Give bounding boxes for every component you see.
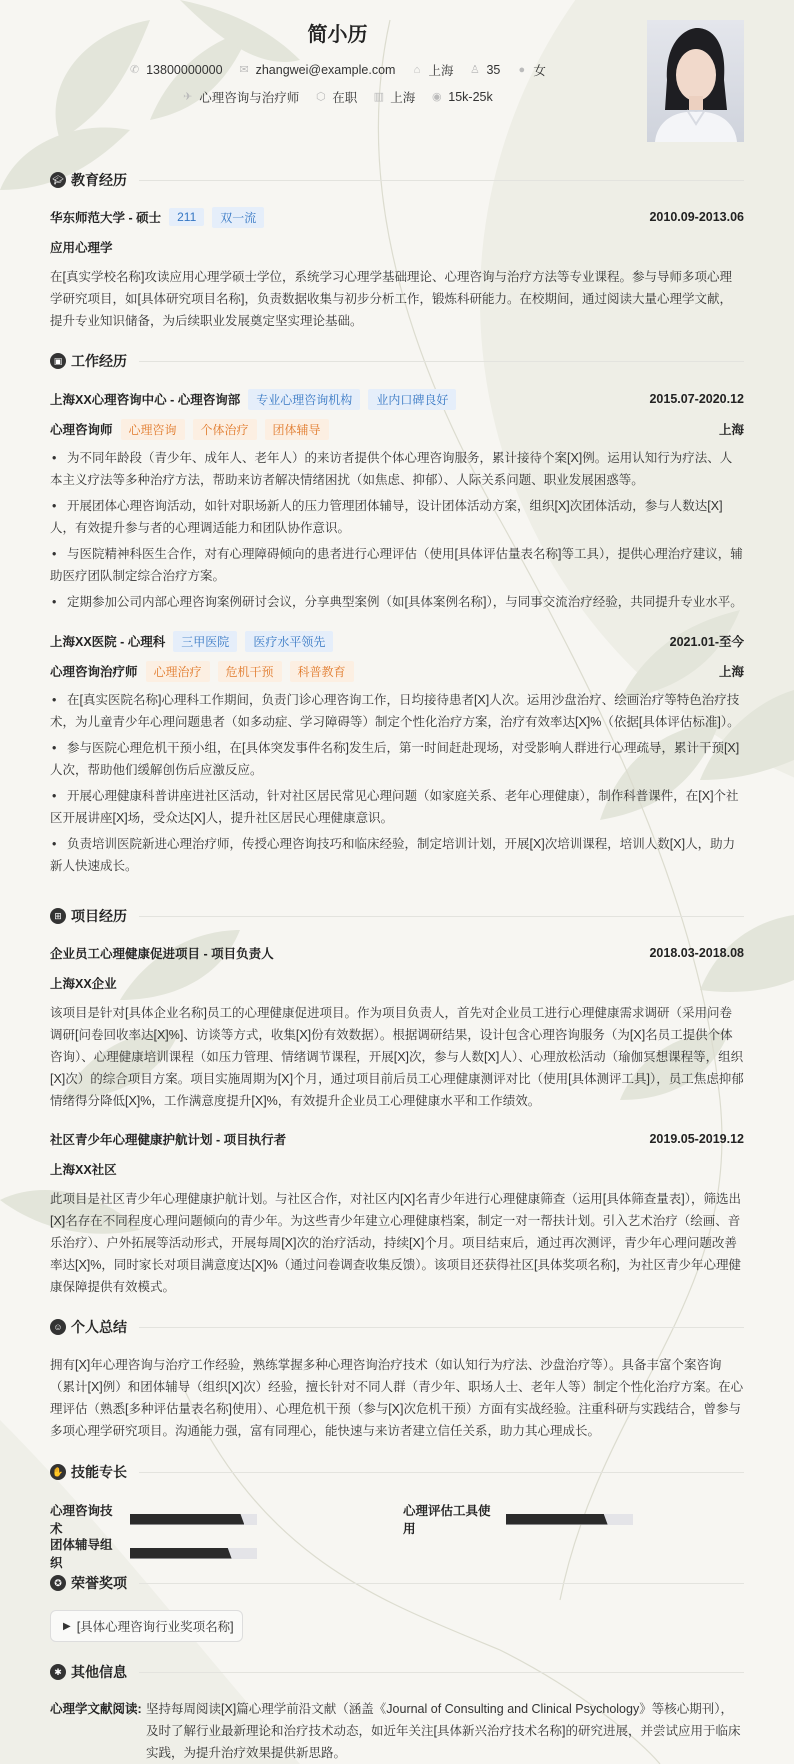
bullet-item: • 在[真实医院名称]心理科工作期间，负责门诊心理咨询工作，日均接待患者[X]人次。运用沙盘治疗、绘画治疗等特色治疗技术，为儿童青少年心理问题患者（如多动症、学习障碍等）制定个性化治疗方案，治疗有效率达[X]%（依据[具体评估标准]）。 (50, 693, 740, 729)
work-role-row (50, 661, 744, 681)
briefcase-icon: ▣ (50, 353, 66, 369)
user-icon: ☺ (50, 1319, 66, 1335)
bullet-item: • 为不同年龄段（青少年、成年人、老年人）的来访者提供个体心理咨询服务，累计接待个案[X]例。运用认知行为疗法、人本主义疗法等多种治疗方法，帮助来访者解决情绪困扰（如焦虑、抑郁）、人际关系问题、职业发展困惑等。 (50, 451, 733, 487)
bullet-item: • 开展心理健康科普讲座进社区活动，针对社区居民常见心理问题（如家庭关系、老年心理健康），制作科普课件，在[X]个社区开展讲座[X]场，受众达[X]人，提升社区居民心理健康意识。 (50, 789, 739, 825)
work-header (50, 631, 744, 651)
bullet-text: 负责培训医院新进心理治疗师，传授心理咨询技巧和临床经验，制定培训计划，开展[X]次培训课程，培训人数[X]人，助力新人快速成长。 (50, 837, 736, 873)
skill-level-fill (130, 1548, 232, 1559)
intent-salary (431, 88, 492, 106)
contact-location (411, 61, 453, 79)
intent-position (182, 88, 299, 106)
major: 应用心理学 (50, 241, 113, 255)
contact-row (50, 61, 625, 79)
status-icon: ⬡ (315, 90, 326, 103)
skill-level-bar (506, 1514, 633, 1525)
role-tag: 科普教育 (290, 661, 354, 682)
project-org-row (50, 973, 744, 993)
education-date: 2010.09-2013.06 (649, 210, 744, 224)
status-text: 在职 (332, 91, 358, 105)
bullet-item: • 负责培训医院新进心理治疗师，传授心理咨询技巧和临床经验，制定培训计划，开展[X]次培训课程，培训人数[X]人，助力新人快速成长。 (50, 837, 736, 873)
bullet-item: • 定期参加公司内部心理咨询案例研讨会议，分享典型案例（如[具体案例名称]），与同事交流治疗经验，共同提升专业水平。 (52, 595, 743, 609)
divider (139, 1472, 744, 1473)
section-awards (50, 1573, 744, 1593)
section-title: 工作经历 (71, 353, 127, 369)
contact-age (469, 61, 500, 79)
bullet-text: 为不同年龄段（青少年、成年人、老年人）的来访者提供个体心理咨询服务，累计接待个案[X]例。运用认知行为疗法、人本主义疗法等多种治疗方法，帮助来访者解决情绪困扰（如焦虑、抑郁）、人际关系问题、职业发展困惑等。 (50, 451, 733, 487)
job-role: 心理咨询师 (50, 423, 113, 437)
gender-icon: ● (518, 63, 526, 76)
city-icon: ▥ (373, 90, 384, 103)
education-header (50, 207, 744, 227)
divider (139, 180, 744, 181)
role-tag: 心理咨询 (121, 419, 185, 440)
skill-level-fill (506, 1514, 608, 1525)
bullet-item: • 参与医院心理危机干预小组，在[具体突发事件名称]发生后，第一时间赶赴现场，对受影响人群进行心理疏导，累计干预[X]人次，帮助他们缓解创伤后应激反应。 (50, 741, 740, 777)
divider (139, 1583, 744, 1584)
bullet-text: 参与医院心理危机干预小组，在[具体突发事件名称]发生后，第一时间赶赴现场，对受影响人群进行心理疏导，累计干预[X]人次，帮助他们缓解创伤后应激反应。 (50, 741, 740, 777)
award-item[interactable] (50, 1610, 243, 1642)
skill-item (50, 1535, 257, 1571)
work-bullets (50, 447, 744, 617)
home-icon: ⌂ (413, 63, 421, 76)
section-education (50, 170, 744, 190)
school-tag: 211 (169, 208, 204, 226)
section-title: 项目经历 (71, 908, 127, 924)
award-name: [具体心理咨询行业奖项名称] (76, 1620, 234, 1634)
project-header (50, 943, 744, 963)
work-city: 上海 (718, 665, 744, 679)
bullet-text: 在[真实医院名称]心理科工作期间，负责门诊心理咨询工作，日均接待患者[X]人次。运用沙盘治疗、绘画治疗等特色治疗技术，为儿童青少年心理问题患者（如多动症、学习障碍等）制定个性化治疗方案，治疗有效率达[X]%（依据[具体评估标准]）。 (50, 693, 740, 729)
candidate-name: 简小历 (307, 24, 368, 46)
company-tag: 三甲医院 (173, 631, 237, 652)
graduation-cap-icon: 🎓︎ (50, 172, 66, 188)
mail-icon: ✉ (239, 63, 249, 76)
work-role-row (50, 419, 744, 439)
section-title: 个人总结 (71, 1319, 127, 1335)
project-title: 社区青少年心理健康护航计划 - 项目执行者 (50, 1133, 287, 1147)
award-icon: ✪ (50, 1575, 66, 1591)
section-projects (50, 906, 744, 926)
project-description: 此项目是社区青少年心理健康护航计划。与社区合作，对社区内[X]名青少年进行心理健康筛查（运用[具体筛查量表]），筛选出[X]名存在不同程度心理问题倾向的青少年。为这些青少年建立心理健康档案，制定一对一帮扶计划。引入艺术治疗（绘画、音乐治疗）、户外拓展等活动形式，开展每周[X]次的治疗活动，持续[X]个月。项目结束后，通过再次测评，青少年心理问题改善率达[X]%，同时家长对项目满意度达[X]%（通过问卷调查收集反馈）。该项目还获得社区[具体奖项名称]，为社区青少年心理健康保障提供有效模式。 (50, 1192, 741, 1294)
company-name: 上海XX心理咨询中心 - 心理咨询部 (50, 393, 241, 407)
role-tag: 团体辅导 (265, 419, 329, 440)
contact-email (239, 61, 396, 79)
project-org-row (50, 1159, 744, 1179)
summary-text: 拥有[X]年心理咨询与治疗工作经验，熟练掌握多种心理咨询治疗技术（如认知行为疗法、沙盘治疗等）。具备丰富个案咨询（累计[X]例）和团体辅导（组织[X]次）经验，擅长针对不同人群（青少年、职场人士、老年人等）制定个性化治疗方案。在心理评估（熟悉[多种评估量表名称]使用）、心理危机干预（参与[X]次危机干预）方面有实战经验。注重科研与实践结合，曾参与多项心理学研究项目。沟通能力强，富有同理心，能快速与来访者建立信任关系，助力其心理成长。 (50, 1358, 744, 1438)
contact-phone (129, 61, 222, 79)
section-title: 技能专长 (71, 1464, 127, 1480)
bullet-text: 开展团体心理咨询活动，如针对职场新人的压力管理团体辅导，设计团体活动方案，组织[X]次团体活动，参与人数达[X]人，有效提升参与者的心理调适能力和团队协作意识。 (50, 499, 723, 535)
skill-item (403, 1501, 633, 1537)
gender-text: 女 (533, 64, 546, 78)
skill-name: 心理咨询技术 (50, 1504, 113, 1536)
phone-icon: ✆ (130, 63, 140, 76)
divider (139, 916, 744, 917)
skill-level-fill (130, 1514, 244, 1525)
intent-city (373, 88, 415, 106)
divider (139, 361, 744, 362)
section-title: 教育经历 (71, 172, 127, 188)
age-text: 35 (486, 63, 501, 77)
section-summary (50, 1317, 744, 1337)
other-info-text: 坚持每周阅读[X]篇心理学前沿文献（涵盖《Journal of Consulting and Clinical Psychology》等核心期刊），及时了解行业最新理论和治疗技术动态，如近年关注[具体新兴治疗技术名称]的研究进展，并尝试应用于临床实践，为提升治疗效果提供新思路。 (146, 1702, 741, 1760)
job-intent-row (50, 88, 625, 106)
education-description: 在[真实学校名称]攻读应用心理学硕士学位，系统学习心理学基础理论、心理咨询与治疗方法等专业课程。参与导师多项心理学研究项目，如[具体研究项目名称]，负责数据收集与初步分析工作，锻炼科研能力。在校期间，通过阅读大量心理学文献，提升专业知识储备，为后续职业发展奠定坚实理论基础。 (50, 270, 732, 328)
salary-text: 15k-25k (448, 90, 493, 104)
avatar-photo (647, 20, 744, 142)
work-bullets (50, 689, 744, 881)
company-tag: 医疗水平领先 (245, 631, 333, 652)
role-tag: 危机干预 (218, 661, 282, 682)
skill-item (50, 1501, 257, 1537)
email-text: zhangwei@example.com (255, 63, 396, 77)
role-tag: 个体治疗 (193, 419, 257, 440)
skill-level-bar (130, 1514, 257, 1525)
section-title: 荣誉奖项 (71, 1575, 127, 1591)
age-icon: ♙ (470, 63, 480, 76)
skills-icon: ✋ (50, 1464, 66, 1480)
grid-icon: ⊞ (50, 908, 66, 924)
section-skills (50, 1462, 744, 1482)
bullet-text: 开展心理健康科普讲座进社区活动，针对社区居民常见心理问题（如家庭关系、老年心理健康），制作科普课件，在[X]个社区开展讲座[X]场，受众达[X]人，提升社区居民心理健康意识。 (50, 789, 739, 825)
school-tag: 双一流 (212, 207, 264, 228)
company-tag: 专业心理咨询机构 (248, 389, 360, 410)
skill-name: 心理评估工具使用 (403, 1504, 491, 1536)
project-title: 企业员工心理健康促进项目 - 项目负责人 (50, 947, 274, 961)
job-role: 心理咨询治疗师 (50, 665, 138, 679)
project-date: 2018.03-2018.08 (649, 946, 744, 960)
work-date: 2015.07-2020.12 (649, 392, 744, 406)
info-icon: ✱ (50, 1664, 66, 1680)
project-org: 上海XX社区 (50, 1163, 117, 1177)
bullet-item: • 开展团体心理咨询活动，如针对职场新人的压力管理团体辅导，设计团体活动方案，组织[X]次团体活动，参与人数达[X]人，有效提升参与者的心理调适能力和团队协作意识。 (50, 499, 723, 535)
work-city: 上海 (718, 423, 744, 437)
location-text: 上海 (428, 64, 454, 78)
contact-gender (516, 61, 546, 79)
other-info-item (50, 1698, 744, 1764)
work-date: 2021.01-至今 (669, 635, 744, 649)
section-title: 其他信息 (71, 1664, 127, 1680)
project-header (50, 1129, 744, 1149)
position-icon: ✈ (183, 90, 193, 103)
project-date: 2019.05-2019.12 (649, 1132, 744, 1146)
skill-name: 团体辅导组织 (50, 1538, 113, 1570)
section-other (50, 1662, 744, 1682)
intent-status (315, 88, 357, 106)
bullet-text: 与医院精神科医生合作，对有心理障碍倾向的患者进行心理评估（使用[具体评估量表名称]等工具），提供心理治疗建议，辅助医疗团队制定综合治疗方案。 (50, 547, 743, 583)
other-info-label: 心理学文献阅读: (50, 1702, 142, 1716)
skill-level-bar (130, 1548, 257, 1559)
project-description: 该项目是针对[具体企业名称]员工的心理健康促进项目。作为项目负责人，首先对企业员工进行心理健康需求调研（采用问卷调研[问卷回收率达[X]%]、访谈等方式，收集[X]份有效数据）。根据调研结果，设计包含心理咨询服务（为[X]名员工提供个体咨询）、心理健康培训课程（如压力管理、情绪调节课程，开展[X]次，参与人数[X]人）、心理放松活动（瑜伽冥想课程等，组织[X]次）的综合项目方案。项目实施周期为[X]个月，通过项目前后员工心理健康测评对比（使用[具体测评工具]），员工焦虑抑郁情绪得分降低[X]%，工作满意度提升[X]%，有效提升企业员工心理健康水平和工作绩效。 (50, 1006, 744, 1108)
city-text: 上海 (390, 91, 416, 105)
bullet-text: 定期参加公司内部心理咨询案例研讨会议，分享典型案例（如[具体案例名称]），与同事交流治疗经验，共同提升专业水平。 (67, 595, 743, 609)
position-text: 心理咨询与治疗师 (199, 91, 300, 105)
divider (139, 1327, 744, 1328)
section-work (50, 351, 744, 371)
school-name: 华东师范大学 - 硕士 (50, 211, 162, 225)
salary-icon: ◉ (431, 90, 442, 103)
role-tag: 心理治疗 (146, 661, 210, 682)
project-org: 上海XX企业 (50, 977, 117, 991)
bullet-item: • 与医院精神科医生合作，对有心理障碍倾向的患者进行心理评估（使用[具体评估量表名称]等工具），提供心理治疗建议，辅助医疗团队制定综合治疗方案。 (50, 547, 743, 583)
education-major-row (50, 237, 744, 257)
work-header (50, 389, 744, 409)
company-name: 上海XX医院 - 心理科 (50, 635, 166, 649)
company-tag: 业内口碑良好 (368, 389, 456, 410)
caret-right-icon: ▶ (63, 1620, 71, 1632)
phone-text: 13800000000 (146, 63, 223, 77)
divider (139, 1672, 744, 1673)
